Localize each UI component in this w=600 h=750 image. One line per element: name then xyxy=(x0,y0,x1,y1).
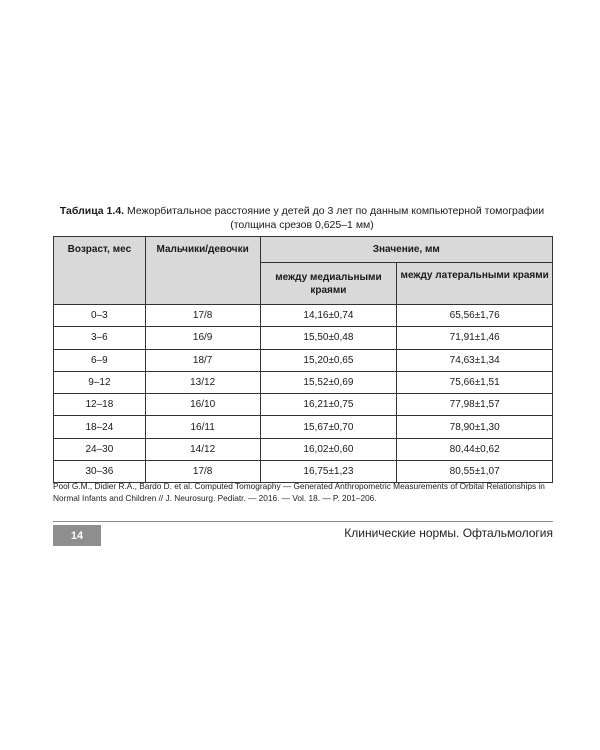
cell-medial: 16,02±0,60 xyxy=(260,438,397,460)
cell-medial: 15,50±0,48 xyxy=(260,327,397,349)
cell-medial: 16,21±0,75 xyxy=(260,394,397,416)
table-caption xyxy=(52,204,552,232)
table-row xyxy=(54,416,553,438)
caption-label: Таблица 1.4. xyxy=(59,205,125,217)
cell-lateral: 65,56±1,76 xyxy=(397,305,553,327)
cell-lateral: 71,91±1,46 xyxy=(397,327,553,349)
cell-boys-girls: 17/8 xyxy=(145,461,260,483)
cell-age: 9–12 xyxy=(54,371,146,393)
cell-age: 6–9 xyxy=(54,349,146,371)
cell-age: 12–18 xyxy=(54,394,146,416)
cell-boys-girls: 13/12 xyxy=(145,371,260,393)
cell-lateral: 75,66±1,51 xyxy=(397,371,553,393)
cell-age: 3–6 xyxy=(54,327,146,349)
cell-lateral: 78,90±1,30 xyxy=(397,416,553,438)
table-row xyxy=(54,371,553,393)
cell-age: 0–3 xyxy=(54,305,146,327)
running-head: Клинические нормы. Офтальмология xyxy=(344,526,553,540)
footer-divider xyxy=(53,521,553,522)
cell-medial: 15,20±0,65 xyxy=(260,349,397,371)
header-age: Возраст, мес xyxy=(54,237,146,305)
table-row xyxy=(54,327,553,349)
table-row xyxy=(54,394,553,416)
cell-boys-girls: 18/7 xyxy=(145,349,260,371)
table-row xyxy=(54,438,553,460)
header-value: Значение, мм xyxy=(260,237,553,263)
cell-boys-girls: 17/8 xyxy=(145,305,260,327)
cell-boys-girls: 14/12 xyxy=(145,438,260,460)
caption-subtext: (толщина срезов 0,625–1 мм) xyxy=(230,219,374,231)
cell-medial: 15,52±0,69 xyxy=(260,371,397,393)
cell-lateral: 80,44±0,62 xyxy=(397,438,553,460)
cell-medial: 16,75±1,23 xyxy=(260,461,397,483)
caption-text: Межорбитальное расстояние у детей до 3 лет по данным компьютерной томографии xyxy=(124,205,545,217)
cell-age: 30–36 xyxy=(54,461,146,483)
cell-boys-girls: 16/11 xyxy=(145,416,260,438)
header-lateral: между латеральными краями xyxy=(397,263,553,305)
cell-lateral: 80,55±1,07 xyxy=(397,461,553,483)
page-number: 14 xyxy=(53,525,101,546)
cell-age: 18–24 xyxy=(54,416,146,438)
footnote-reference: Pool G.M., Didier R.A., Bardo D. et al. Computed Tomography — Generated Anthropometric Measurements of Orbital Relationships in Normal Infants and Children // J. Neurosurg. Pediatr. — 2016. — Vol. 18. — P. 201–206. xyxy=(53,481,545,503)
table-row xyxy=(54,305,553,327)
header-boys-girls: Мальчики/девочки xyxy=(145,237,260,305)
cell-medial: 15,67±0,70 xyxy=(260,416,397,438)
cell-lateral: 77,98±1,57 xyxy=(397,394,553,416)
header-medial: между медиальными краями xyxy=(260,263,397,305)
cell-boys-girls: 16/9 xyxy=(145,327,260,349)
data-table xyxy=(53,236,553,483)
caption-line-1 xyxy=(52,204,552,218)
table-row xyxy=(54,349,553,371)
cell-medial: 14,16±0,74 xyxy=(260,305,397,327)
cell-age: 24–30 xyxy=(54,438,146,460)
cell-boys-girls: 16/10 xyxy=(145,394,260,416)
cell-lateral: 74,63±1,34 xyxy=(397,349,553,371)
